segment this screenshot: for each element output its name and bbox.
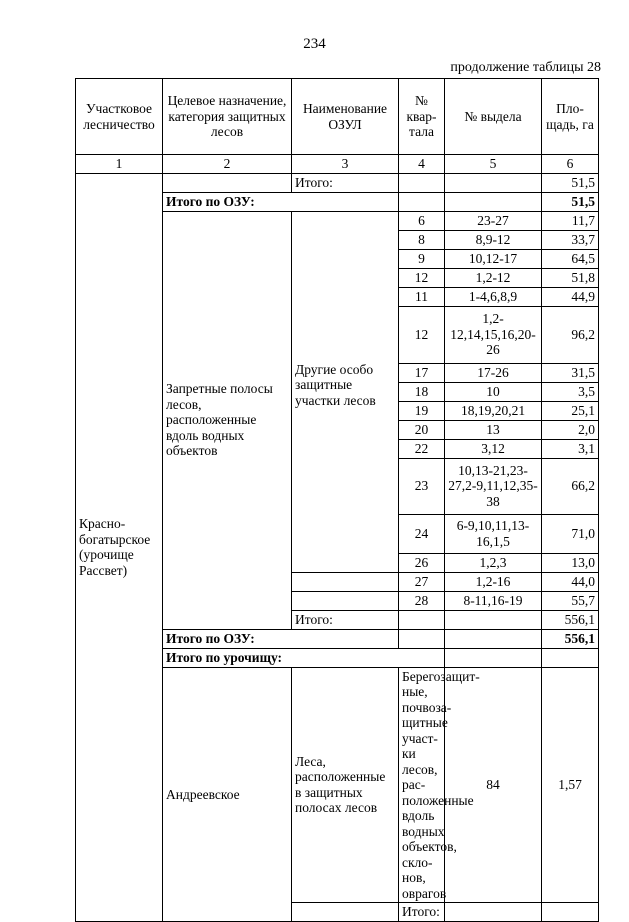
ozul-cell: Берегозащит-ные, почвоза-щитные участ-ки лесов, рас-положенные вдоль водных объектов, скло-нов, оврагов [399, 667, 445, 903]
empty-cell [445, 903, 542, 922]
kvartal-cell: 24 [399, 514, 445, 553]
table-continuation-label: продолжение таблицы 28 [450, 60, 601, 75]
urochishche-total-label: Итого по урочищу: [163, 648, 445, 667]
header-area: Пло-щадь, га [542, 79, 599, 155]
column-number: 6 [542, 155, 599, 174]
area-cell: 3,1 [542, 439, 599, 458]
empty-cell [292, 903, 399, 922]
vydel-cell: 23-27 [445, 211, 542, 230]
area-cell: 66,2 [542, 458, 599, 514]
subtotal-label: Итого: [399, 903, 445, 922]
kvartal-cell: 6 [399, 211, 445, 230]
column-number: 2 [163, 155, 292, 174]
kvartal-cell: 20 [399, 420, 445, 439]
area-cell: 44,9 [542, 287, 599, 306]
header-purpose: Целевое назначение, категория защитных лесов [163, 79, 292, 155]
area-cell: 13,0 [542, 553, 599, 572]
area-cell: 11,7 [542, 211, 599, 230]
empty-cell [445, 173, 542, 192]
category-cell: Леса, расположенные в защитных полосах лесов [292, 667, 399, 903]
kvartal-cell: 9 [399, 249, 445, 268]
kvartal-cell: 12 [399, 268, 445, 287]
kvartal-cell: 84 [445, 667, 542, 903]
header-ozul: Наименование ОЗУЛ [292, 79, 399, 155]
vydel-cell: 1,2-12,14,15,16,20-26 [445, 306, 542, 363]
kvartal-cell: 22 [399, 439, 445, 458]
vydel-cell: 1,2-12 [445, 268, 542, 287]
subtotal-label: Итого: [292, 610, 399, 629]
area-cell: 71,0 [542, 514, 599, 553]
kvartal-cell: 17 [399, 363, 445, 382]
forestry-name-cell: Андреевское [163, 667, 292, 922]
column-number: 3 [292, 155, 399, 174]
area-cell: 96,2 [542, 306, 599, 363]
table-row [76, 173, 599, 192]
area-cell: 25,1 [542, 401, 599, 420]
area-cell: 55,7 [542, 591, 599, 610]
vydel-cell: 18,19,20,21 [445, 401, 542, 420]
vydel-cell: 17-26 [445, 363, 542, 382]
area-cell: 44,0 [542, 572, 599, 591]
page-number: 234 [303, 36, 326, 52]
area-cell: 33,7 [542, 230, 599, 249]
ozu-total-area: 556,1 [542, 629, 599, 648]
ozu-total-label: Итого по ОЗУ: [163, 629, 399, 648]
vydel-cell: 1,2,3 [445, 553, 542, 572]
subtotal-area: 556,1 [542, 610, 599, 629]
vydel-cell: 10 [445, 382, 542, 401]
vydel-cell: 10,13-21,23-27,2-9,11,12,35-38 [445, 458, 542, 514]
ozu-total-area: 51,5 [542, 192, 599, 211]
kvartal-cell: 11 [399, 287, 445, 306]
area-cell: 31,5 [542, 363, 599, 382]
empty-cell [445, 192, 542, 211]
subtotal-label: Итого: [292, 173, 399, 192]
empty-cell [542, 648, 599, 667]
area-cell: 64,5 [542, 249, 599, 268]
ozul-cell: Другие особо защитные участки лесов [292, 211, 399, 572]
header-kvartal: № квар-тала [399, 79, 445, 155]
empty-cell [399, 192, 445, 211]
kvartal-cell: 26 [399, 553, 445, 572]
empty-cell [292, 572, 399, 591]
vydel-cell: 1,2-16 [445, 572, 542, 591]
column-number: 1 [76, 155, 163, 174]
kvartal-cell: 28 [399, 591, 445, 610]
area-cell: 51,8 [542, 268, 599, 287]
empty-cell [399, 629, 445, 648]
empty-cell [445, 610, 542, 629]
header-forestry: Участковое лесничество [76, 79, 163, 155]
empty-cell [445, 629, 542, 648]
column-number: 4 [399, 155, 445, 174]
empty-cell [399, 610, 445, 629]
subtotal-area: 51,5 [542, 173, 599, 192]
empty-cell [445, 648, 542, 667]
area-cell: 2,0 [542, 420, 599, 439]
vydel-cell: 8-11,16-19 [445, 591, 542, 610]
vydel-cell: 1-4,6,8,9 [445, 287, 542, 306]
forestry-name-cell: Красно-богатырское (урочище Рассвет) [76, 173, 163, 922]
forest-table [75, 78, 599, 922]
vydel-cell: 3,12 [445, 439, 542, 458]
category-cell: Запретные полосы лесов, расположенные вдоль водных объектов [163, 211, 292, 629]
vydel-cell: 1,57 [542, 667, 599, 903]
kvartal-cell: 23 [399, 458, 445, 514]
vydel-cell: 13 [445, 420, 542, 439]
kvartal-cell: 12 [399, 306, 445, 363]
vydel-cell: 6-9,10,11,13-16,1,5 [445, 514, 542, 553]
vydel-cell: 8,9-12 [445, 230, 542, 249]
ozu-total-label: Итого по ОЗУ: [163, 192, 399, 211]
kvartal-cell: 27 [399, 572, 445, 591]
kvartal-cell: 8 [399, 230, 445, 249]
kvartal-cell: 19 [399, 401, 445, 420]
area-cell: 3,5 [542, 382, 599, 401]
header-vydel: № выдела [445, 79, 542, 155]
column-number: 5 [445, 155, 542, 174]
column-number-row [76, 155, 599, 174]
empty-cell [542, 903, 599, 922]
empty-cell [292, 591, 399, 610]
vydel-cell: 10,12-17 [445, 249, 542, 268]
empty-cell [399, 173, 445, 192]
header-row [76, 79, 599, 155]
kvartal-cell: 18 [399, 382, 445, 401]
empty-cell [163, 173, 292, 192]
